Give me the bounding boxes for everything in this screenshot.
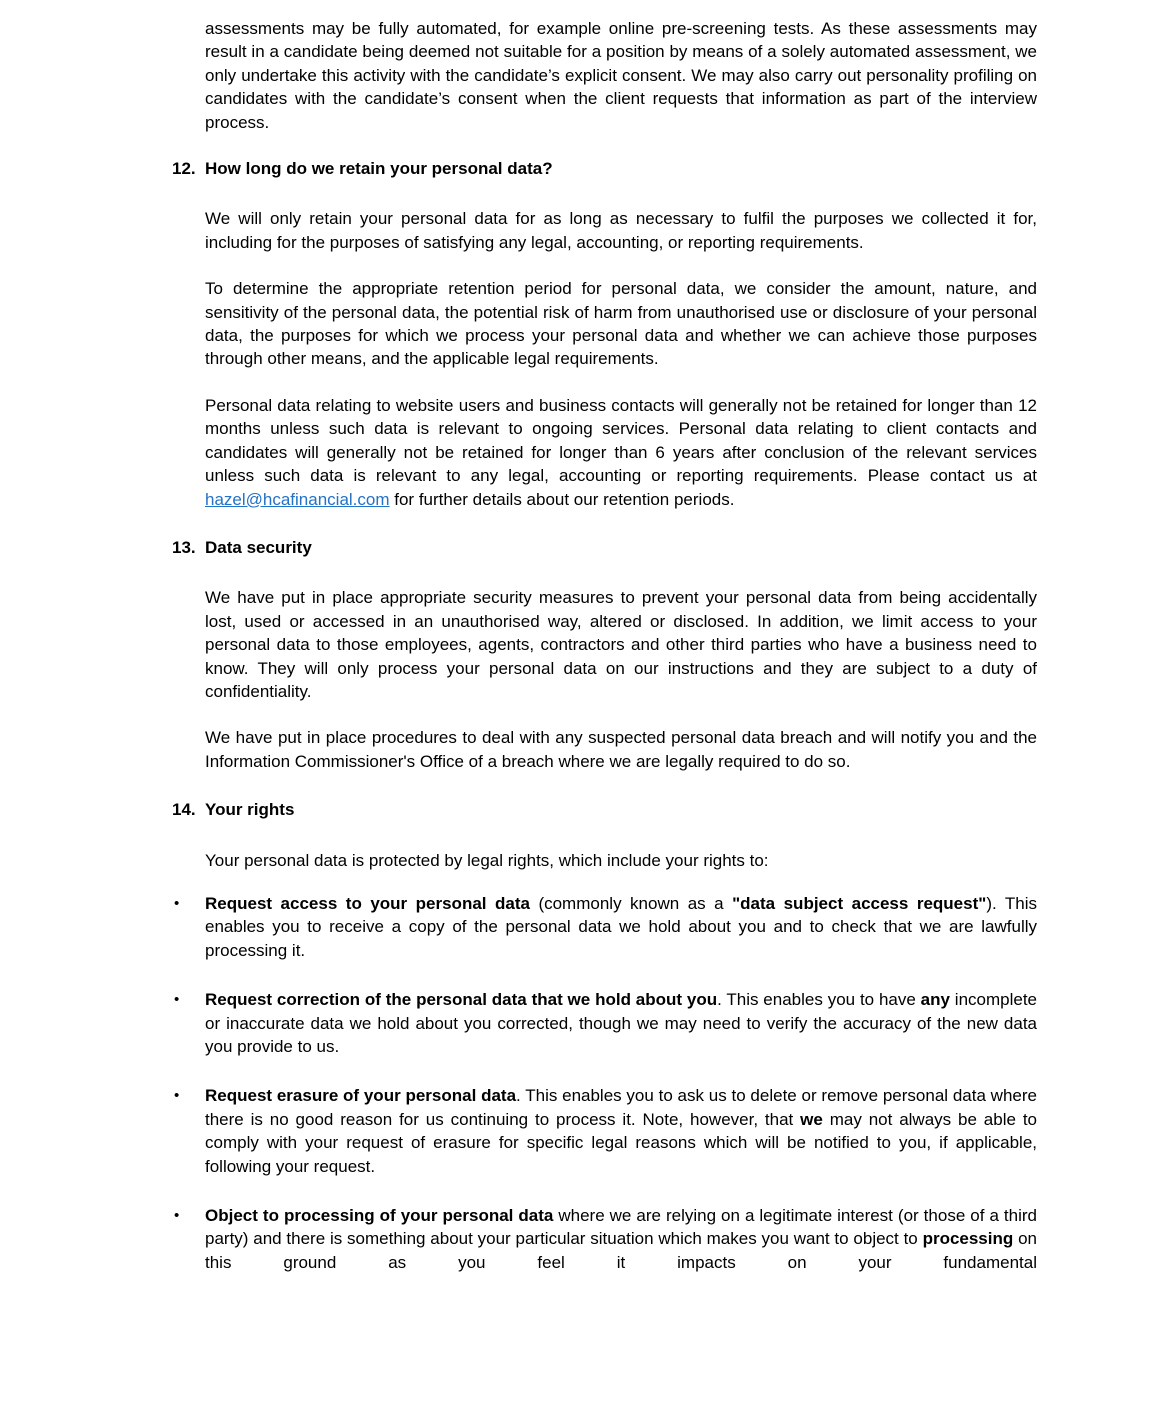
text-run: incomplete or inaccurate data we hold about you corrected, though we may need to verify the accuracy of the new data you provide to us. bbox=[205, 990, 1037, 1056]
paragraph-retention-criteria bbox=[205, 277, 1037, 371]
bold-text-run: Request erasure of your personal data bbox=[205, 1086, 517, 1106]
bullet-icon: • bbox=[174, 1207, 180, 1225]
paragraph-security-measures bbox=[205, 586, 1037, 703]
bold-text-run: Request access to your personal data bbox=[205, 893, 530, 913]
bullet-icon: • bbox=[174, 991, 180, 1009]
section-number: 12. bbox=[172, 159, 196, 179]
bullet-text bbox=[205, 894, 1037, 960]
paragraph-retention-periods bbox=[205, 394, 1037, 511]
paragraph-automated-assessments bbox=[205, 17, 1037, 134]
section-title: How long do we retain your personal data? bbox=[205, 159, 553, 179]
bold-text-run: "data subject access request" bbox=[732, 893, 987, 913]
bold-text-run: we bbox=[800, 1109, 823, 1129]
text-run: . This enables you to have bbox=[717, 990, 921, 1010]
bullet-request-correction bbox=[174, 988, 1037, 1058]
section-heading-data-security bbox=[172, 536, 1037, 559]
email-link[interactable]: hazel@hcafinancial.com bbox=[205, 489, 390, 509]
text-run: . This enables you to ask us to delete or remove personal data where there is no good reason for us continuing to process it. Note, however, that bbox=[205, 1086, 1037, 1129]
section-title: Your rights bbox=[205, 800, 295, 820]
text-run: We will only retain your personal data for as long as necessary to fulfil the purposes we collected it for, including for the purposes of satisfying any legal, accounting, or reporting requirements. bbox=[205, 209, 1037, 252]
text-run: where we are relying on a legitimate interest (or those of a third party) and there is something about your particular situation which makes you want to object to bbox=[205, 1206, 1037, 1249]
section-number: 13. bbox=[172, 537, 196, 557]
section-heading-your-rights bbox=[172, 798, 1037, 821]
bold-text-run: Request correction of the personal data that we hold about you bbox=[205, 990, 718, 1010]
text-run: assessments may be fully automated, for example online pre-screening tests. As these assessments may result in a candidate being deemed not suitable for a position by means of a solely automated assessment, we only undertake this activity with the candidate’s explicit consent. We may also carry out personality profiling on candidates with the candidate’s consent when the client requests that information as part of the interview process. bbox=[205, 19, 1037, 132]
section-title: Data security bbox=[205, 537, 312, 557]
bullet-icon: • bbox=[174, 1087, 180, 1105]
bullet-request-erasure bbox=[174, 1084, 1037, 1178]
bold-text-run: Object to processing of your personal data bbox=[205, 1206, 554, 1226]
section-heading-retention bbox=[172, 157, 1037, 180]
text-run: To determine the appropriate retention period for personal data, we consider the amount, nature, and sensitivity of the personal data, the potential risk of harm from unauthorised use or disclosure of your personal data, the purposes for which we process your personal data and whether we can achieve those purposes through other means, and the applicable legal requirements. bbox=[205, 279, 1037, 369]
text-run: We have put in place procedures to deal with any suspected personal data breach and will notify you and the Information Commissioner's Office of a breach where we are legally required to do so. bbox=[205, 728, 1037, 771]
text-run: ). This enables you to receive a copy of the personal data we hold about you and to check that we are lawfully processing it. bbox=[205, 893, 1037, 960]
paragraph-retention-purpose bbox=[205, 207, 1037, 254]
bullet-text bbox=[205, 1206, 1037, 1272]
section-number: 14. bbox=[172, 800, 196, 820]
bullet-text bbox=[205, 1086, 1037, 1175]
bullet-icon: • bbox=[174, 894, 180, 912]
text-run: (commonly known as a bbox=[529, 893, 733, 913]
text-run: may not always be able to comply with your request of erasure for specific legal reasons which will be notified to you, if applicable, following your request. bbox=[205, 1109, 1037, 1176]
text-run: on this ground as you feel it impacts on your fundamental bbox=[205, 1229, 1037, 1272]
paragraph-breach-procedures bbox=[205, 726, 1037, 773]
text-run: for further details about our retention periods. bbox=[389, 489, 735, 509]
paragraph-rights-intro bbox=[205, 849, 1037, 872]
bold-text-run: any bbox=[920, 990, 950, 1010]
bold-text-run: processing bbox=[922, 1229, 1014, 1249]
bullet-object-processing bbox=[174, 1204, 1037, 1274]
text-run: Your personal data is protected by legal rights, which include your rights to: bbox=[205, 850, 769, 870]
text-run: Personal data relating to website users and business contacts will generally not be retained for longer than 12 months unless such data is relevant to ongoing services. Personal data relating to client contacts and candidates will generally not be retained for longer than 6 years after conclusion of the relevant services unless such data is relevant to any legal, accounting or reporting requirements. Please contact us at bbox=[205, 395, 1037, 486]
bullet-request-access bbox=[174, 892, 1037, 962]
text-run: We have put in place appropriate security measures to prevent your personal data from being accidentally lost, used or accessed in an unauthorised way, altered or disclosed. In addition, we limit access to your personal data to those employees, agents, contractors and other third parties who have a business need to know. They will only process your personal data on our instructions and they are subject to a duty of confidentiality. bbox=[205, 588, 1037, 701]
bullet-text bbox=[205, 990, 1037, 1056]
